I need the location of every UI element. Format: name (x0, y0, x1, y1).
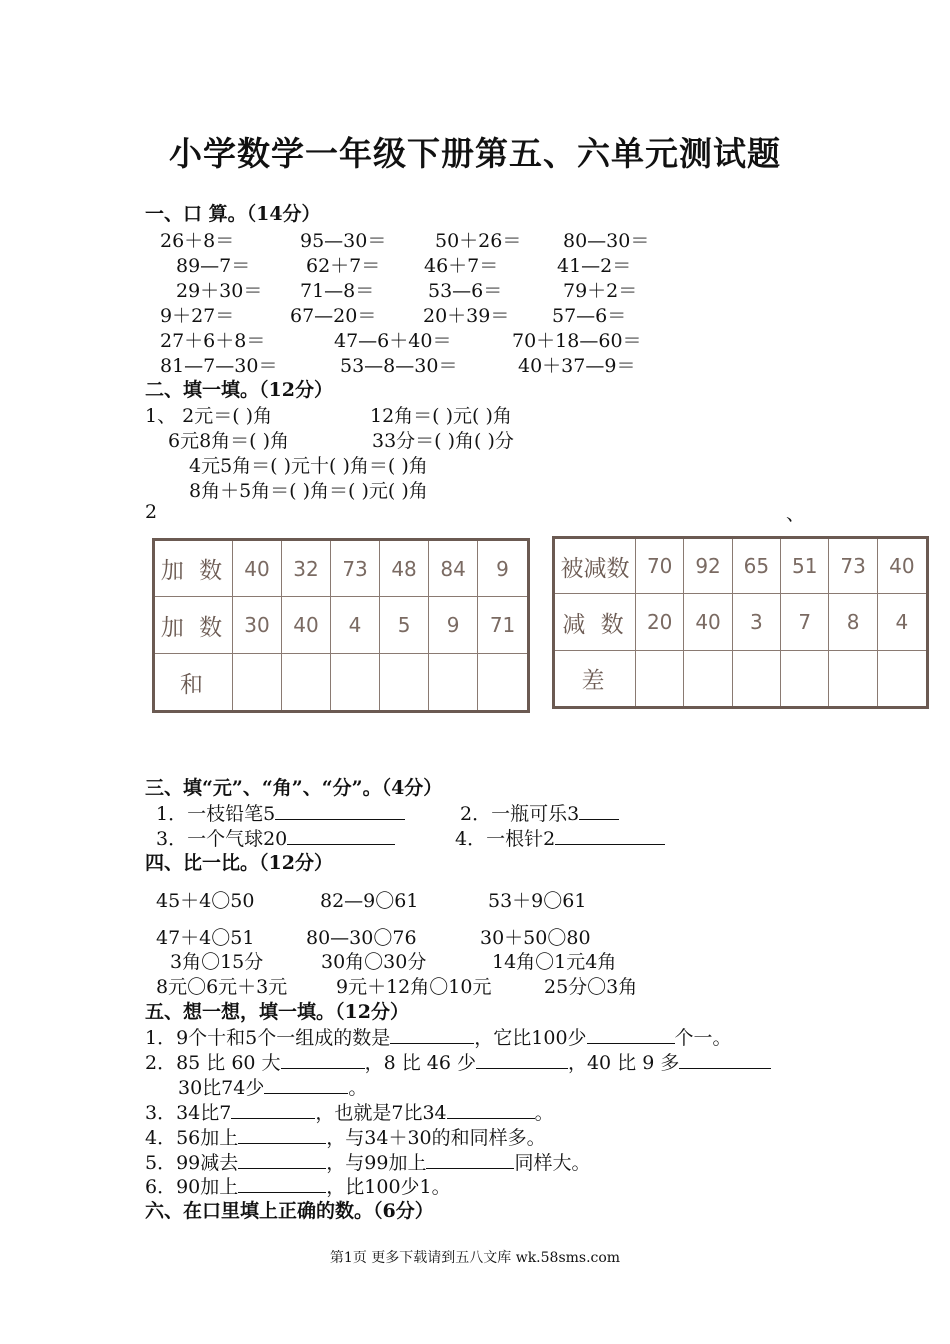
answer-blank[interactable] (275, 801, 405, 820)
answer-blank[interactable] (390, 1025, 474, 1044)
question-text: ，8 比 46 少 (364, 1052, 476, 1074)
table-cell: 40 (684, 594, 732, 651)
answer-cell[interactable] (684, 651, 732, 708)
answer-blank[interactable] (287, 826, 395, 845)
table-cell: 92 (684, 538, 732, 594)
section-5-heading: 五、想一想，填一填。（12分） (145, 1001, 409, 1023)
fill-item: 6元8角＝( )角 (168, 430, 290, 452)
answer-cell[interactable] (478, 654, 529, 712)
answer-blank[interactable] (231, 1100, 315, 1119)
table-cell: 51 (781, 538, 829, 594)
fill-item: 1、 2元＝( )角 (145, 405, 273, 427)
question-5 (145, 1148, 590, 1175)
compare-item: 30＋50〇80 (480, 927, 591, 949)
answer-cell[interactable] (877, 651, 927, 708)
table-cell: 32 (282, 540, 331, 597)
answer-blank[interactable] (238, 1150, 326, 1169)
unit-item-text: 3．一个气球20 (156, 828, 288, 850)
table-row-label: 被减数 (554, 538, 636, 594)
question-text: 个一。 (674, 1027, 732, 1049)
calc-item: 81—7—30＝ (160, 355, 278, 377)
question-text: 30比74少 (178, 1077, 265, 1099)
table-cell: 9 (478, 540, 529, 597)
question-text: ，与34＋30的和同样多。 (326, 1127, 546, 1149)
table-row-label: 和 (154, 654, 233, 712)
table-cell: 3 (732, 594, 780, 651)
table-cell: 70 (636, 538, 684, 594)
table-cell: 40 (877, 538, 927, 594)
fill-item: 4元5角＝( )元十( )角＝( )角 (189, 455, 428, 477)
question-text: ，它比100少 (474, 1027, 587, 1049)
table-cell: 4 (877, 594, 927, 651)
calc-item: 50＋26＝ (435, 230, 522, 252)
table-row-label: 减 数 (554, 594, 636, 651)
question-text: ，与99加上 (326, 1152, 427, 1174)
compare-item: 9元＋12角〇10元 (336, 976, 492, 998)
table-cell: 7 (781, 594, 829, 651)
compare-item: 3角〇15分 (170, 951, 264, 973)
table-cell: 8 (829, 594, 877, 651)
unit-item (455, 824, 665, 851)
answer-blank[interactable] (679, 1050, 771, 1069)
calc-item: 26＋8＝ (160, 230, 235, 252)
table-cell: 73 (829, 538, 877, 594)
unit-item (156, 799, 405, 826)
answer-cell[interactable] (636, 651, 684, 708)
item-2-mark: 、 (786, 503, 806, 525)
calc-item: 27＋6＋8＝ (160, 330, 266, 352)
question-6 (145, 1172, 451, 1199)
table-cell: 84 (429, 540, 478, 597)
answer-blank[interactable] (579, 801, 619, 820)
table-cell: 30 (233, 597, 282, 654)
compare-item: 45＋4〇50 (156, 890, 255, 912)
compare-item: 14角〇1元4角 (492, 951, 617, 973)
compare-item: 80—30〇76 (306, 927, 417, 949)
table-cell: 9 (429, 597, 478, 654)
calc-item: 41—2＝ (557, 255, 632, 277)
table-cell: 40 (282, 597, 331, 654)
question-3 (145, 1098, 554, 1125)
question-text: 。 (534, 1102, 554, 1124)
unit-item-text: 2．一瓶可乐3 (460, 803, 580, 825)
section-6-heading: 六、在口里填上正确的数。（6分） (145, 1200, 434, 1222)
table-cell: 40 (233, 540, 282, 597)
table-cell: 4 (331, 597, 380, 654)
answer-blank[interactable] (238, 1125, 326, 1144)
answer-blank[interactable] (447, 1100, 535, 1119)
compare-item: 30角〇30分 (321, 951, 427, 973)
calc-item: 29＋30＝ (176, 280, 263, 302)
calc-item: 9＋27＝ (160, 305, 235, 327)
calc-item: 95—30＝ (300, 230, 387, 252)
question-text: 3．34比7 (145, 1102, 232, 1124)
unit-item-text: 4．一根针2 (455, 828, 556, 850)
subtraction-table (552, 536, 929, 709)
page-title: 小学数学一年级下册第五、六单元测试题 (169, 134, 781, 173)
table-row-label: 加 数 (154, 597, 233, 654)
calc-item: 79＋2＝ (563, 280, 638, 302)
question-2 (145, 1048, 771, 1075)
answer-cell[interactable] (732, 651, 780, 708)
calc-item: 40＋37—9＝ (518, 355, 636, 377)
calc-item: 53—8—30＝ (340, 355, 458, 377)
answer-blank[interactable] (555, 826, 665, 845)
answer-blank[interactable] (238, 1174, 326, 1193)
answer-cell[interactable] (429, 654, 478, 712)
addition-table (152, 538, 530, 713)
table-cell: 48 (380, 540, 429, 597)
item-2-label: 2 (145, 501, 158, 523)
table-row-label: 加 数 (154, 540, 233, 597)
question-text: 同样大。 (514, 1152, 591, 1174)
table-row-label: 差 (554, 651, 636, 708)
fill-item: 33分＝( )角( )分 (372, 430, 514, 452)
question-text: 5．99减去 (145, 1152, 239, 1174)
question-text: 6．90加上 (145, 1176, 239, 1198)
calc-item: 89—7＝ (176, 255, 251, 277)
answer-cell[interactable] (282, 654, 331, 712)
table-cell: 20 (636, 594, 684, 651)
calc-item: 70＋18—60＝ (512, 330, 642, 352)
answer-cell[interactable] (829, 651, 877, 708)
question-text: 。 (348, 1077, 368, 1099)
unit-item-text: 1．一枝铅笔5 (156, 803, 276, 825)
calc-item: 53—6＝ (428, 280, 503, 302)
answer-blank[interactable] (426, 1150, 514, 1169)
section-2-heading: 二、填一填。（12分） (145, 379, 333, 401)
compare-item: 8元〇6元＋3元 (156, 976, 288, 998)
question-text: 1．9个十和5个一组成的数是 (145, 1027, 391, 1049)
answer-blank[interactable] (587, 1025, 675, 1044)
unit-item (156, 824, 395, 851)
compare-item: 53＋9〇61 (488, 890, 587, 912)
table-cell: 73 (331, 540, 380, 597)
question-text: ，40 比 9 多 (567, 1052, 680, 1074)
calc-item: 62＋7＝ (306, 255, 381, 277)
table-cell: 71 (478, 597, 529, 654)
answer-blank[interactable] (281, 1050, 365, 1069)
answer-cell[interactable] (233, 654, 282, 712)
answer-cell[interactable] (331, 654, 380, 712)
calc-item: 20＋39＝ (423, 305, 510, 327)
page-footer: 第1页 更多下载请到五八文库 wk.58sms.com (329, 1250, 621, 1266)
fill-item: 12角＝( )元( )角 (370, 405, 512, 427)
answer-blank[interactable] (264, 1075, 348, 1094)
calc-item: 80—30＝ (563, 230, 650, 252)
calc-item: 71—8＝ (300, 280, 375, 302)
compare-item: 25分〇3角 (544, 976, 638, 998)
answer-cell[interactable] (380, 654, 429, 712)
question-1 (145, 1023, 732, 1050)
question-text: 4．56加上 (145, 1127, 239, 1149)
compare-item: 82—9〇61 (320, 890, 419, 912)
question-text: 2．85 比 60 大 (145, 1052, 281, 1074)
answer-blank[interactable] (476, 1050, 568, 1069)
answer-cell[interactable] (781, 651, 829, 708)
calc-item: 67—20＝ (290, 305, 377, 327)
table-cell: 5 (380, 597, 429, 654)
unit-item (460, 799, 619, 826)
compare-item: 47＋4〇51 (156, 927, 255, 949)
table-cell: 65 (732, 538, 780, 594)
calc-item: 46＋7＝ (424, 255, 499, 277)
question-2b (178, 1073, 367, 1100)
section-4-heading: 四、比一比。（12分） (145, 852, 333, 874)
calc-item: 57—6＝ (552, 305, 627, 327)
section-3-heading: 三、填“元”、“角”、“分”。（4分） (145, 777, 443, 799)
section-1-heading: 一、口 算。（14分） (145, 203, 321, 225)
question-4 (145, 1123, 546, 1150)
calc-item: 47—6＋40＝ (334, 330, 452, 352)
fill-item: 8角＋5角＝( )角＝( )元( )角 (189, 480, 428, 502)
question-text: ，比100少1。 (326, 1176, 451, 1198)
question-text: ，也就是7比34 (315, 1102, 447, 1124)
